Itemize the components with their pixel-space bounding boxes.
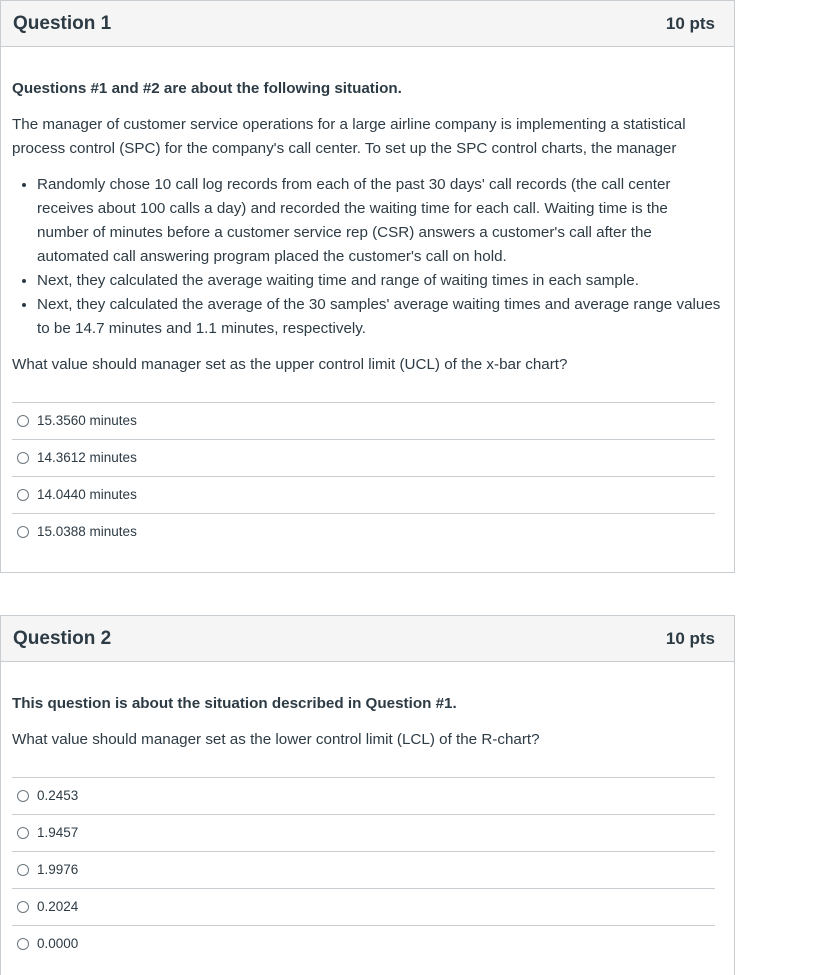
question-1-intro: Questions #1 and #2 are about the following situation. [12, 80, 402, 97]
radio-button[interactable] [17, 827, 29, 839]
question-1-title: Question 1 [13, 12, 112, 34]
question-1-body [1, 77, 734, 550]
answer-option[interactable] [12, 513, 715, 550]
question-1-header [1, 1, 734, 47]
answer-label[interactable]: 1.9457 [37, 825, 79, 840]
answer-option[interactable] [12, 925, 715, 962]
radio-button[interactable] [17, 526, 29, 538]
radio-button[interactable] [17, 415, 29, 427]
question-1-bullet-list [12, 173, 723, 341]
answer-label[interactable]: 15.0388 minutes [37, 524, 137, 539]
answer-label[interactable]: 15.3560 minutes [37, 413, 137, 428]
answer-option[interactable] [12, 814, 715, 851]
answer-label[interactable]: 0.2024 [37, 899, 79, 914]
bullet-item: • Next, they calculated the average of the 30 samples' average waiting times and average range values to be 14.7 minutes and 1.1 minutes, respectively. [37, 293, 723, 341]
radio-button[interactable] [17, 790, 29, 802]
radio-button[interactable] [17, 901, 29, 913]
question-2-title: Question 2 [13, 627, 112, 649]
answer-label[interactable]: 0.0000 [37, 936, 79, 951]
answer-option[interactable] [12, 888, 715, 925]
answer-label[interactable]: 14.3612 minutes [37, 450, 137, 465]
answer-label[interactable]: 1.9976 [37, 862, 79, 877]
question-1-answers [12, 402, 715, 550]
question-2-prompt: What value should manager set as the lower control limit (LCL) of the R-chart? [12, 731, 540, 748]
question-1-paragraph: The manager of customer service operations for a large airline company is implementing a statistical process control (SPC) for the company's call center. To set up the SPC control charts, the manager [12, 116, 686, 157]
radio-button[interactable] [17, 489, 29, 501]
question-1-points: 10 pts [665, 13, 715, 33]
radio-button[interactable] [17, 938, 29, 950]
bullet-item: • Next, they calculated the average waiting time and range of waiting times in each sample. [37, 269, 723, 293]
answer-option[interactable] [12, 402, 715, 439]
question-1-prompt: What value should manager set as the upper control limit (UCL) of the x-bar chart? [12, 356, 568, 373]
question-2-answers [12, 777, 715, 962]
question-2-header [1, 616, 734, 662]
question-2-intro: This question is about the situation described in Question #1. [12, 695, 457, 712]
question-2-points: 10 pts [665, 628, 715, 648]
radio-button[interactable] [17, 864, 29, 876]
question-2-body [1, 692, 734, 962]
bullet-item: • Randomly chose 10 call log records from each of the past 30 days' call records (the call center receives about 100 calls a day) and recorded the waiting time for each call. Waiting time is the number of minutes before a customer service rep (CSR) answers a customer's call after the automated call answering program placed the customer's call on hold. [37, 173, 723, 269]
answer-option[interactable] [12, 777, 715, 814]
answer-option[interactable] [12, 851, 715, 888]
answer-option[interactable] [12, 439, 715, 476]
radio-button[interactable] [17, 452, 29, 464]
question-2-card [0, 615, 735, 975]
answer-label[interactable]: 14.0440 minutes [37, 487, 137, 502]
answer-label[interactable]: 0.2453 [37, 788, 79, 803]
answer-option[interactable] [12, 476, 715, 513]
